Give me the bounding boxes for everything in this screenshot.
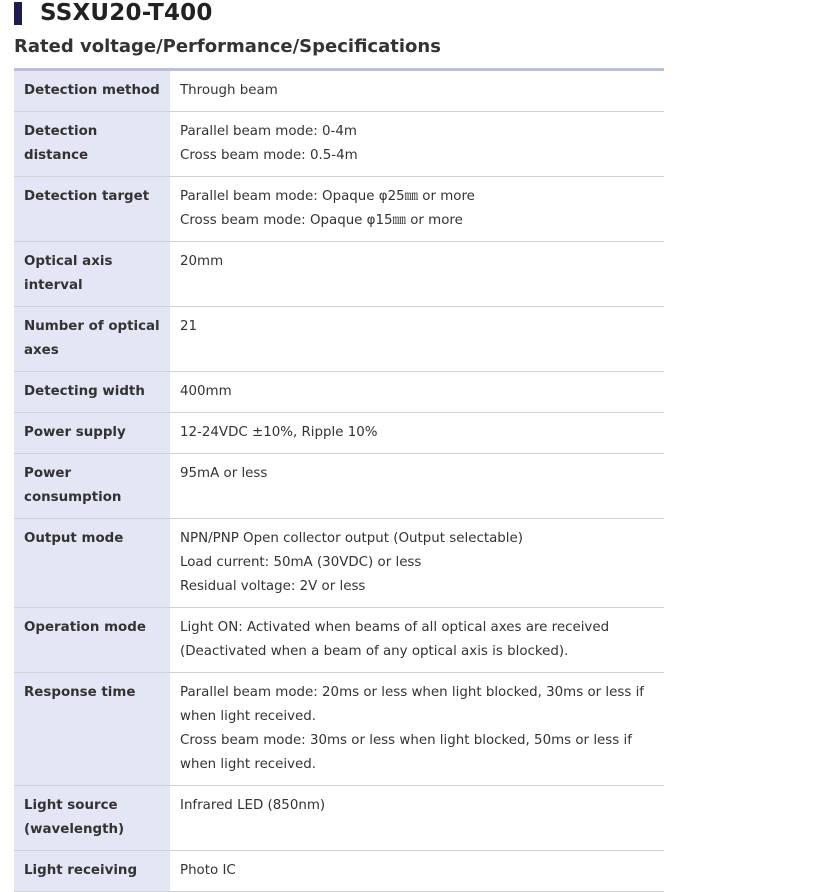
spec-value-line: Parallel beam mode: 20ms or less when light blocked, 30ms or less if when light received. [180, 685, 645, 724]
spec-value [170, 786, 664, 851]
product-model-title: SSXU20-T400 [40, 0, 213, 26]
spec-row [14, 372, 664, 413]
spec-value-line: Load current: 50mA (30VDC) or less [180, 555, 422, 570]
spec-row [14, 413, 664, 454]
spec-value-line: Cross beam mode: 30ms or less when light blocked, 50ms or less if when light received. [180, 733, 632, 772]
spec-row [14, 519, 664, 608]
spec-row [14, 112, 664, 177]
spec-value [170, 608, 664, 673]
spec-value [170, 372, 664, 413]
spec-value-line: 21 [180, 319, 198, 334]
spec-label: Light source (wavelength) [14, 786, 170, 851]
spec-row [14, 608, 664, 673]
spec-value-line: Infrared LED (850nm) [180, 798, 326, 813]
spec-value-line: Through beam [180, 83, 278, 98]
spec-label: Light receiving [14, 851, 170, 892]
spec-row [14, 673, 664, 786]
spec-value-line: Photo IC [180, 863, 236, 878]
spec-label: Detection method [14, 70, 170, 112]
spec-value-line: Residual voltage: 2V or less [180, 579, 366, 594]
spec-label: Detecting width [14, 372, 170, 413]
spec-label: Power supply [14, 413, 170, 454]
spec-label: Operation mode [14, 608, 170, 673]
page-title [14, 0, 213, 26]
spec-value-line: 95mA or less [180, 466, 268, 481]
spec-value-line: 400mm [180, 384, 232, 399]
spec-row [14, 177, 664, 242]
spec-value-line: 12-24VDC ±10%, Ripple 10% [180, 425, 378, 440]
spec-value [170, 519, 664, 608]
spec-value [170, 242, 664, 307]
spec-value [170, 454, 664, 519]
spec-value-line: Parallel beam mode: Opaque φ25㎜ or more [180, 189, 475, 204]
spec-label: Power consumption [14, 454, 170, 519]
spec-label: Detection target [14, 177, 170, 242]
spec-row [14, 454, 664, 519]
spec-value [170, 112, 664, 177]
spec-row [14, 851, 664, 892]
spec-value-line: Parallel beam mode: 0-4m [180, 124, 357, 139]
spec-row [14, 242, 664, 307]
spec-value [170, 70, 664, 112]
spec-label: Output mode [14, 519, 170, 608]
spec-value [170, 673, 664, 786]
spec-label: Optical axis interval [14, 242, 170, 307]
spec-row [14, 70, 664, 112]
spec-value-line: Cross beam mode: 0.5-4m [180, 148, 358, 163]
specifications-table-body [14, 70, 664, 892]
spec-label: Number of optical axes [14, 307, 170, 372]
spec-value-line: NPN/PNP Open collector output (Output selectable) [180, 531, 523, 546]
spec-value [170, 177, 664, 242]
spec-value-line: Cross beam mode: Opaque φ15㎜ or more [180, 213, 463, 228]
spec-value [170, 851, 664, 892]
title-accent-bar [14, 2, 22, 25]
spec-value-line: Light ON: Activated when beams of all optical axes are received (Deactivated when a beam of any optical axis is blocked). [180, 620, 610, 659]
spec-row [14, 307, 664, 372]
spec-label: Response time [14, 673, 170, 786]
spec-value-line: 20mm [180, 254, 224, 269]
spec-row [14, 786, 664, 851]
section-title: Rated voltage/Performance/Specifications [14, 36, 441, 57]
spec-value [170, 307, 664, 372]
spec-label: Detection distance [14, 112, 170, 177]
specifications-table [14, 68, 664, 892]
spec-value [170, 413, 664, 454]
